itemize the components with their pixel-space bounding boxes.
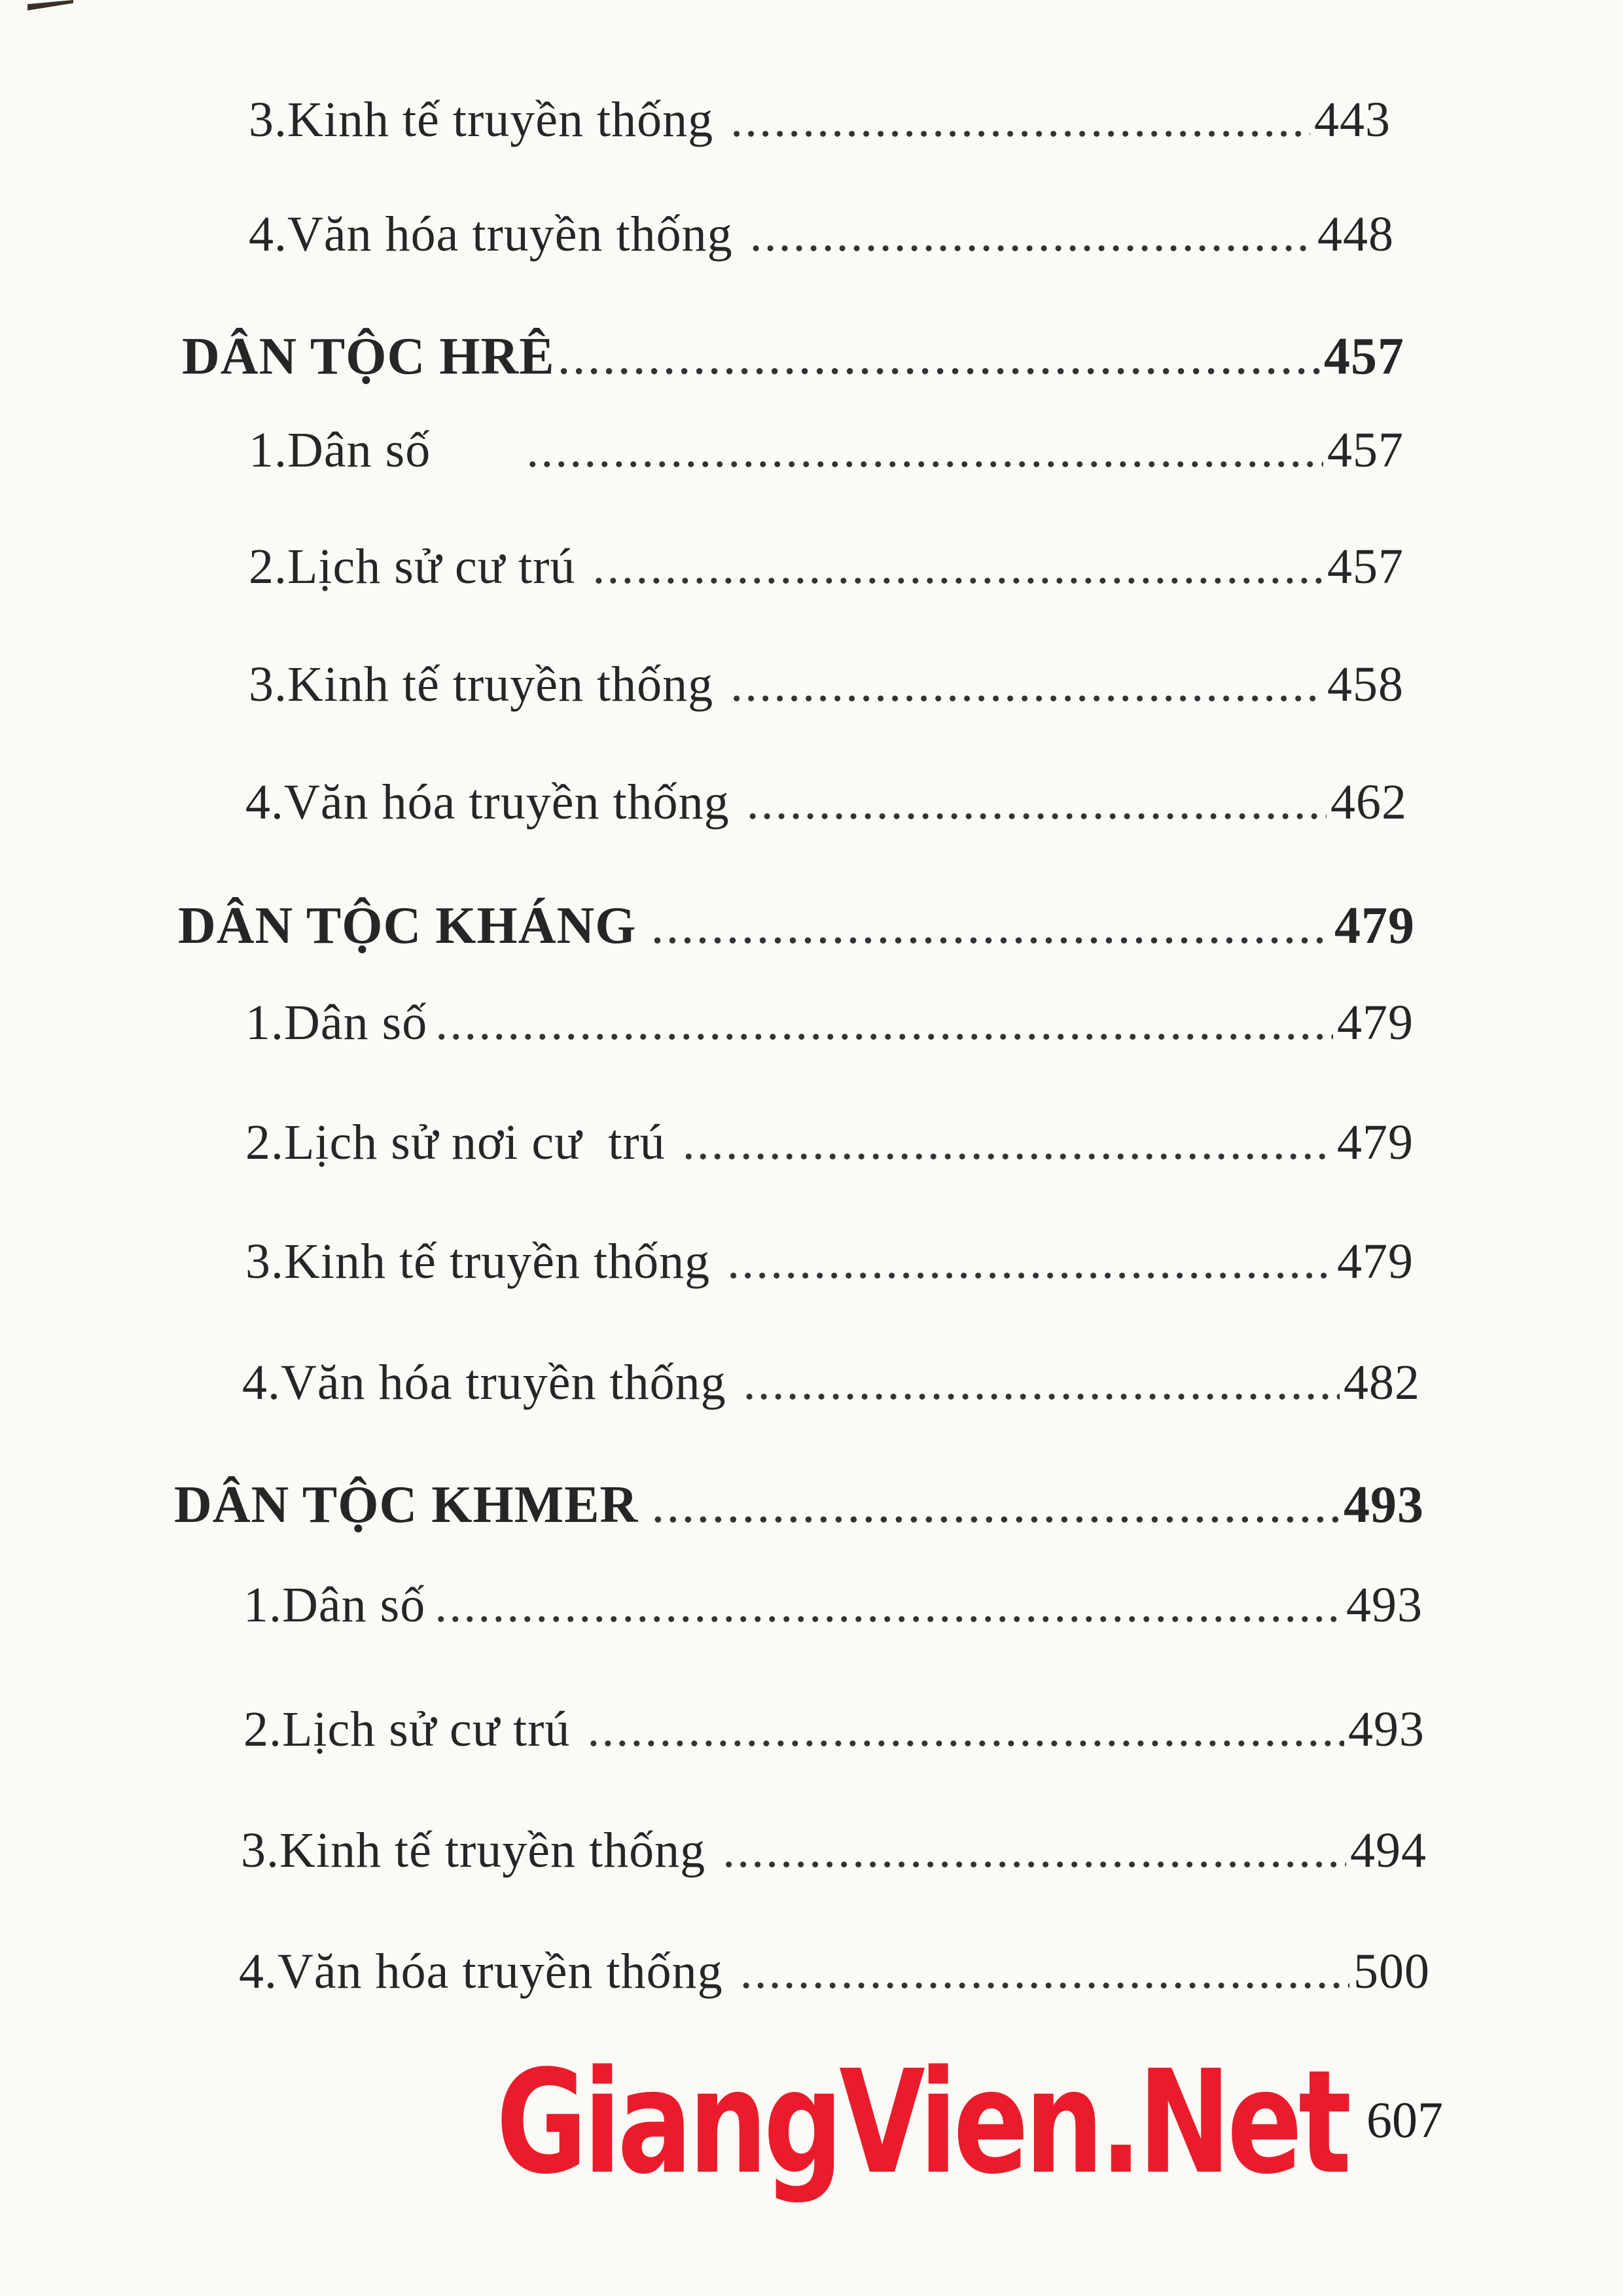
page-number: 607 bbox=[1366, 2091, 1443, 2148]
toc-entry-number: 4. bbox=[242, 1355, 281, 1410]
dot-leader bbox=[722, 1822, 1346, 1879]
dot-leader bbox=[740, 1943, 1349, 2000]
toc-entry-number: 1. bbox=[245, 995, 284, 1050]
toc-entry-page: 500 bbox=[1353, 1944, 1430, 1999]
toc-entry-title: Lịch sử cư trú bbox=[287, 539, 576, 594]
toc-entry bbox=[249, 206, 1394, 263]
toc-entry-title: Lịch sử nơi cư trú bbox=[284, 1115, 666, 1170]
dot-leader bbox=[435, 995, 1333, 1051]
toc-entry bbox=[249, 656, 1404, 713]
toc-entry bbox=[249, 539, 1404, 595]
toc-section-title: DÂN TỘC HRÊ bbox=[182, 328, 555, 385]
toc-entry-number: 4. bbox=[245, 775, 284, 830]
toc-entry-page: 482 bbox=[1344, 1355, 1420, 1410]
toc-entry-page: 457 bbox=[1327, 423, 1404, 478]
toc-entry-number: 3. bbox=[245, 1234, 284, 1289]
toc-entry-page: 479 bbox=[1337, 1115, 1414, 1170]
dot-leader bbox=[727, 1233, 1333, 1290]
dot-leader bbox=[592, 539, 1323, 595]
toc-entry-number: 2. bbox=[249, 539, 287, 594]
toc-section-page: 457 bbox=[1324, 328, 1404, 385]
site-watermark: GiangVien.Net bbox=[496, 2040, 1348, 2206]
toc-entry-page: 448 bbox=[1317, 207, 1394, 262]
toc-entry bbox=[239, 1943, 1430, 2000]
dot-leader bbox=[730, 92, 1310, 149]
toc-entry-title: Văn hóa truyền thống bbox=[284, 775, 730, 830]
toc-section-title: DÂN TỘC KHÁNG bbox=[178, 897, 637, 955]
dot-leader bbox=[747, 774, 1327, 831]
toc-entry-title: Kinh tế truyền thống bbox=[287, 92, 714, 147]
toc-entry-page: 493 bbox=[1348, 1702, 1425, 1757]
toc-entry bbox=[249, 92, 1391, 149]
toc-entry-title: Văn hóa truyền thống bbox=[287, 207, 733, 262]
toc-entry-title: Dân số bbox=[284, 995, 428, 1050]
dot-leader bbox=[526, 422, 1323, 479]
toc-entry bbox=[245, 1114, 1414, 1171]
toc-entry-number: 2. bbox=[245, 1115, 284, 1170]
toc-entry-title: Dân số bbox=[287, 423, 431, 478]
toc-entry-title: Văn hóa truyền thống bbox=[277, 1944, 723, 1999]
toc-entry-number: 3. bbox=[249, 92, 287, 147]
dot-leader bbox=[651, 896, 1330, 956]
toc-entry-page: 443 bbox=[1314, 92, 1391, 147]
toc-section-heading bbox=[182, 327, 1404, 387]
toc-entry bbox=[241, 1822, 1427, 1879]
toc-entry bbox=[245, 1233, 1414, 1290]
toc-entry-number: 1. bbox=[249, 423, 287, 478]
toc-section-heading bbox=[178, 896, 1415, 956]
toc-entry-title: Kinh tế truyền thống bbox=[287, 657, 714, 712]
toc-entry-title: Lịch sử cư trú bbox=[282, 1702, 571, 1757]
toc-entry-title: Kinh tế truyền thống bbox=[279, 1823, 706, 1878]
toc-entry bbox=[242, 1354, 1420, 1411]
toc-entry bbox=[245, 995, 1414, 1051]
toc-entry-page: 493 bbox=[1346, 1578, 1423, 1633]
toc-entry-number: 3. bbox=[249, 657, 287, 712]
dot-leader bbox=[743, 1354, 1340, 1411]
dot-leader bbox=[730, 656, 1323, 713]
toc-entry-number: 1. bbox=[243, 1578, 282, 1633]
dot-leader bbox=[435, 1577, 1342, 1634]
dot-leader bbox=[558, 327, 1320, 387]
toc-entry-page: 462 bbox=[1330, 775, 1407, 830]
toc-entry bbox=[243, 1701, 1425, 1758]
toc-entry-page: 457 bbox=[1327, 539, 1404, 594]
toc-section-heading bbox=[174, 1475, 1424, 1535]
dot-leader bbox=[651, 1475, 1340, 1535]
dot-leader bbox=[587, 1701, 1344, 1758]
toc-entry-title: Văn hóa truyền thống bbox=[281, 1355, 726, 1410]
toc-entry bbox=[245, 774, 1407, 831]
toc-entry-number: 4. bbox=[249, 207, 287, 262]
toc-entry-page: 494 bbox=[1350, 1823, 1427, 1878]
dot-leader bbox=[683, 1114, 1333, 1171]
toc-entry bbox=[243, 1577, 1423, 1634]
toc-entry-number: 3. bbox=[241, 1823, 279, 1878]
toc-entry-number: 2. bbox=[243, 1702, 282, 1757]
toc-entry-page: 458 bbox=[1327, 657, 1404, 712]
toc-entry-page: 479 bbox=[1337, 995, 1414, 1050]
page-corner-mark bbox=[27, 0, 73, 10]
toc-entry-title: Dân số bbox=[282, 1578, 426, 1633]
toc-entry-page: 479 bbox=[1337, 1234, 1414, 1289]
toc-section-page: 493 bbox=[1344, 1476, 1424, 1534]
toc-entry bbox=[249, 422, 1404, 479]
dot-leader bbox=[750, 206, 1313, 263]
toc-entry-title: Kinh tế truyền thống bbox=[284, 1234, 711, 1289]
toc-section-page: 479 bbox=[1334, 897, 1415, 955]
toc-entry-number: 4. bbox=[239, 1944, 277, 1999]
toc-section-title: DÂN TỘC KHMER bbox=[174, 1476, 639, 1534]
